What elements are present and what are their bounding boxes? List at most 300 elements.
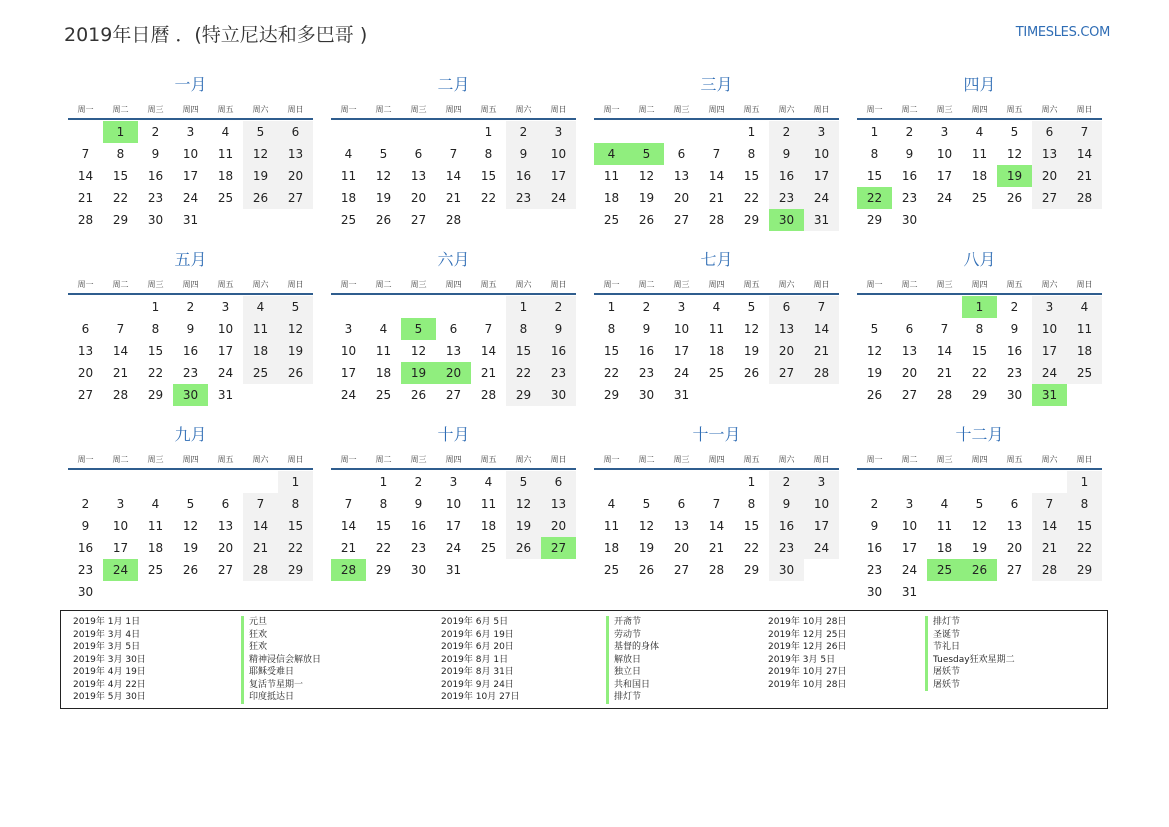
holiday-day-cell: 4	[594, 143, 629, 165]
day-cell: 12	[638, 519, 655, 533]
day-cell: 9	[870, 519, 879, 533]
day-cell: 19	[743, 344, 760, 358]
day-cell: 6	[905, 322, 914, 336]
day-cell: 10	[804, 493, 839, 515]
day-cell: 13	[1006, 519, 1023, 533]
day-cell: 6	[769, 296, 804, 318]
day-cell: 15	[147, 344, 164, 358]
weekday-header: 周二	[375, 455, 392, 464]
day-cell: 11	[971, 147, 988, 161]
month-name: 九月	[174, 425, 207, 444]
holiday-date: 2019年 8月 1日	[441, 654, 509, 665]
weekday-header: 周五	[743, 105, 760, 114]
day-cell: 1	[747, 475, 756, 489]
holiday-day-cell: 25	[927, 559, 962, 581]
page-title: 2019年日曆 ．(特立尼达和多巴哥 )	[64, 24, 368, 46]
day-cell: 27	[77, 388, 94, 402]
weekday-header: 周五	[1006, 455, 1023, 464]
day-cell: 28	[480, 388, 497, 402]
header-divider	[594, 118, 839, 120]
day-cell: 14	[243, 515, 278, 537]
weekday-header: 周六	[1041, 105, 1058, 114]
day-cell: 30	[541, 384, 576, 406]
day-cell: 6	[278, 121, 313, 143]
day-cell: 12	[638, 169, 655, 183]
day-cell: 29	[506, 384, 541, 406]
holiday-day-cell: 27	[541, 537, 576, 559]
day-cell: 29	[603, 388, 620, 402]
day-cell: 2	[506, 121, 541, 143]
day-cell: 15	[743, 519, 760, 533]
day-cell: 2	[186, 300, 195, 314]
day-cell: 11	[217, 147, 234, 161]
day-cell: 20	[77, 366, 94, 380]
day-cell: 19	[278, 340, 313, 362]
day-cell: 14	[445, 169, 462, 183]
day-cell: 1	[278, 471, 313, 493]
day-cell: 23	[182, 366, 199, 380]
header-divider	[68, 468, 313, 470]
day-cell: 31	[445, 563, 462, 577]
day-cell: 9	[151, 147, 160, 161]
weekday-header: 周三	[147, 280, 164, 289]
holiday-date: 2019年 10月 27日	[768, 667, 847, 677]
holiday-name: 屠妖节	[925, 679, 960, 692]
day-cell: 24	[541, 187, 576, 209]
month-name: 三月	[700, 75, 733, 94]
day-cell: 10	[112, 519, 129, 533]
weekday-header: 周四	[971, 455, 988, 464]
day-cell: 3	[905, 497, 914, 511]
weekday-header: 周二	[638, 105, 655, 114]
day-cell: 18	[147, 541, 164, 555]
day-cell: 16	[769, 165, 804, 187]
holiday-name: 节礼日	[925, 641, 960, 654]
month-name: 七月	[700, 250, 733, 269]
day-cell: 12	[506, 493, 541, 515]
month-calendar	[331, 249, 576, 419]
day-cell: 17	[901, 541, 918, 555]
day-cell: 20	[769, 340, 804, 362]
day-cell: 9	[506, 143, 541, 165]
weekday-header: 周一	[77, 455, 94, 464]
weekday-header: 周一	[866, 280, 883, 289]
weekday-header: 周一	[77, 105, 94, 114]
weekday-header: 周日	[813, 280, 830, 289]
day-cell: 21	[445, 191, 462, 205]
holiday-date: 2019年 12月 25日	[768, 629, 847, 640]
weekday-header: 周二	[901, 455, 918, 464]
day-cell: 18	[1067, 340, 1102, 362]
weekday-header: 周一	[866, 455, 883, 464]
day-cell: 4	[975, 125, 984, 139]
weekday-header: 周四	[445, 455, 462, 464]
day-cell: 25	[480, 541, 497, 555]
day-cell: 8	[116, 147, 125, 161]
day-cell: 22	[1067, 537, 1102, 559]
day-cell: 27	[217, 563, 234, 577]
day-cell: 12	[182, 519, 199, 533]
day-cell: 5	[379, 147, 388, 161]
day-cell: 25	[217, 191, 234, 205]
day-cell: 16	[182, 344, 199, 358]
day-cell: 21	[804, 340, 839, 362]
weekday-header: 周六	[778, 105, 795, 114]
day-cell: 10	[445, 497, 462, 511]
day-cell: 26	[375, 213, 392, 227]
month-calendar	[68, 74, 313, 244]
day-cell: 9	[769, 493, 804, 515]
day-cell: 26	[278, 362, 313, 384]
day-cell: 2	[642, 300, 651, 314]
weekday-header: 周一	[866, 105, 883, 114]
weekday-header: 周一	[603, 105, 620, 114]
day-cell: 23	[147, 191, 164, 205]
weekday-header: 周六	[252, 105, 269, 114]
weekday-header: 周二	[112, 105, 129, 114]
weekday-header: 周二	[901, 105, 918, 114]
day-cell: 30	[1006, 388, 1023, 402]
holiday-day-cell: 30	[769, 209, 804, 231]
day-cell: 12	[1006, 147, 1023, 161]
day-cell: 14	[77, 169, 94, 183]
day-cell: 11	[936, 519, 953, 533]
day-cell: 19	[638, 191, 655, 205]
holiday-date: 2019年 6月 20日	[441, 642, 514, 652]
holiday-date: 2019年 5月 30日	[73, 692, 146, 702]
day-cell: 6	[541, 471, 576, 493]
day-cell: 9	[541, 318, 576, 340]
weekday-header: 周日	[550, 105, 567, 114]
day-cell: 21	[1067, 165, 1102, 187]
day-cell: 24	[936, 191, 953, 205]
day-cell: 24	[340, 388, 357, 402]
day-cell: 16	[541, 340, 576, 362]
day-cell: 20	[1032, 165, 1067, 187]
holiday-day-cell: 26	[962, 559, 997, 581]
day-cell: 17	[673, 344, 690, 358]
day-cell: 13	[541, 493, 576, 515]
day-cell: 4	[151, 497, 160, 511]
day-cell: 17	[112, 541, 129, 555]
day-cell: 13	[410, 169, 427, 183]
holiday-name: 解放日	[606, 654, 641, 667]
day-cell: 3	[677, 300, 686, 314]
day-cell: 22	[147, 366, 164, 380]
weekday-header: 周日	[287, 105, 304, 114]
day-cell: 1	[1067, 471, 1102, 493]
day-cell: 14	[1032, 515, 1067, 537]
day-cell: 2	[151, 125, 160, 139]
day-cell: 19	[182, 541, 199, 555]
day-cell: 25	[971, 191, 988, 205]
day-cell: 28	[77, 213, 94, 227]
day-cell: 25	[375, 388, 392, 402]
day-cell: 24	[901, 563, 918, 577]
day-cell: 9	[1010, 322, 1019, 336]
day-cell: 18	[603, 541, 620, 555]
day-cell: 7	[1032, 493, 1067, 515]
holiday-name: 独立日	[606, 666, 641, 679]
holiday-name: 元旦	[241, 616, 267, 629]
weekday-header: 周六	[1041, 280, 1058, 289]
day-cell: 23	[541, 362, 576, 384]
day-cell: 5	[243, 121, 278, 143]
day-cell: 2	[769, 471, 804, 493]
year-calendar-grid	[68, 74, 1102, 604]
day-cell: 31	[673, 388, 690, 402]
day-cell: 5	[278, 296, 313, 318]
holiday-name: 排灯节	[925, 616, 960, 629]
day-cell: 22	[480, 191, 497, 205]
day-cell: 7	[484, 322, 493, 336]
day-cell: 11	[340, 169, 357, 183]
weekday-header: 周一	[340, 280, 357, 289]
holiday-day-cell: 28	[331, 559, 366, 581]
day-cell: 21	[936, 366, 953, 380]
day-cell: 31	[217, 388, 234, 402]
day-cell: 6	[221, 497, 230, 511]
day-cell: 20	[673, 541, 690, 555]
day-cell: 29	[278, 559, 313, 581]
day-cell: 2	[81, 497, 90, 511]
weekday-header: 周一	[340, 105, 357, 114]
weekday-header: 周日	[550, 280, 567, 289]
weekday-header: 周四	[708, 280, 725, 289]
day-cell: 29	[866, 213, 883, 227]
day-cell: 28	[708, 563, 725, 577]
day-cell: 20	[673, 191, 690, 205]
day-cell: 17	[804, 515, 839, 537]
day-cell: 12	[375, 169, 392, 183]
day-cell: 29	[375, 563, 392, 577]
day-cell: 18	[603, 191, 620, 205]
day-cell: 13	[445, 344, 462, 358]
day-cell: 7	[81, 147, 90, 161]
day-cell: 30	[866, 585, 883, 599]
day-cell: 13	[673, 519, 690, 533]
day-cell: 1	[484, 125, 493, 139]
holiday-day-cell: 19	[997, 165, 1032, 187]
day-cell: 23	[769, 187, 804, 209]
day-cell: 26	[638, 563, 655, 577]
day-cell: 9	[769, 143, 804, 165]
day-cell: 28	[112, 388, 129, 402]
day-cell: 23	[77, 563, 94, 577]
day-cell: 14	[936, 344, 953, 358]
holiday-day-cell: 31	[1032, 384, 1067, 406]
day-cell: 18	[375, 366, 392, 380]
day-cell: 27	[769, 362, 804, 384]
weekday-header: 周一	[77, 280, 94, 289]
holiday-date: 2019年 3月 5日	[73, 642, 141, 652]
day-cell: 17	[804, 165, 839, 187]
month-calendar	[857, 249, 1102, 419]
day-cell: 26	[743, 366, 760, 380]
day-cell: 12	[866, 344, 883, 358]
holiday-name: 屠妖节	[925, 666, 960, 679]
day-cell: 4	[344, 147, 353, 161]
day-cell: 2	[541, 296, 576, 318]
day-cell: 20	[410, 191, 427, 205]
month-name: 六月	[437, 250, 470, 269]
day-cell: 12	[971, 519, 988, 533]
month-calendar	[68, 249, 313, 419]
day-cell: 20	[541, 515, 576, 537]
day-cell: 10	[901, 519, 918, 533]
day-cell: 15	[603, 344, 620, 358]
day-cell: 23	[901, 191, 918, 205]
holiday-name: 基督的身体	[606, 641, 659, 654]
day-cell: 13	[673, 169, 690, 183]
day-cell: 24	[1032, 362, 1067, 384]
day-cell: 7	[344, 497, 353, 511]
day-cell: 27	[410, 213, 427, 227]
weekday-header: 周三	[147, 455, 164, 464]
month-name: 一月	[174, 75, 207, 94]
day-cell: 9	[642, 322, 651, 336]
day-cell: 12	[243, 143, 278, 165]
day-cell: 28	[936, 388, 953, 402]
day-cell: 11	[147, 519, 164, 533]
day-cell: 21	[1032, 537, 1067, 559]
day-cell: 7	[116, 322, 125, 336]
day-cell: 19	[866, 366, 883, 380]
day-cell: 8	[151, 322, 160, 336]
day-cell: 15	[480, 169, 497, 183]
day-cell: 7	[804, 296, 839, 318]
day-cell: 14	[480, 344, 497, 358]
day-cell: 3	[940, 125, 949, 139]
day-cell: 6	[677, 147, 686, 161]
holiday-date: 2019年 10月 28日	[768, 617, 847, 627]
weekday-header: 周四	[971, 280, 988, 289]
day-cell: 13	[901, 344, 918, 358]
day-cell: 11	[243, 318, 278, 340]
day-cell: 8	[278, 493, 313, 515]
holiday-day-cell: 30	[173, 384, 208, 406]
day-cell: 23	[866, 563, 883, 577]
day-cell: 4	[221, 125, 230, 139]
header-divider	[68, 118, 313, 120]
day-cell: 17	[182, 169, 199, 183]
day-cell: 25	[340, 213, 357, 227]
holiday-date: 2019年 12月 26日	[768, 642, 847, 652]
brand-logo-text[interactable]: TIMESLES.COM	[1015, 25, 1110, 40]
weekday-header: 周六	[778, 280, 795, 289]
day-cell: 6	[677, 497, 686, 511]
day-cell: 10	[936, 147, 953, 161]
day-cell: 8	[870, 147, 879, 161]
day-cell: 11	[480, 497, 497, 511]
day-cell: 27	[445, 388, 462, 402]
weekday-header: 周五	[743, 280, 760, 289]
day-cell: 13	[77, 344, 94, 358]
day-cell: 8	[506, 318, 541, 340]
header-divider	[331, 293, 576, 295]
day-cell: 11	[708, 322, 725, 336]
day-cell: 14	[1067, 143, 1102, 165]
day-cell: 21	[708, 191, 725, 205]
weekday-header: 周四	[708, 455, 725, 464]
day-cell: 7	[449, 147, 458, 161]
weekday-header: 周五	[1006, 280, 1023, 289]
day-cell: 31	[901, 585, 918, 599]
weekday-header: 周四	[445, 280, 462, 289]
day-cell: 4	[1067, 296, 1102, 318]
weekday-header: 周三	[673, 280, 690, 289]
day-cell: 27	[673, 213, 690, 227]
holiday-day-cell: 1	[962, 296, 997, 318]
day-cell: 28	[804, 362, 839, 384]
weekday-header: 周日	[287, 280, 304, 289]
holiday-name: 印度抵达日	[241, 691, 294, 704]
day-cell: 21	[480, 366, 497, 380]
holiday-date: 2019年 3月 30日	[73, 654, 146, 665]
day-cell: 5	[186, 497, 195, 511]
day-cell: 17	[445, 519, 462, 533]
day-cell: 26	[1006, 191, 1023, 205]
month-name: 五月	[174, 250, 207, 269]
day-cell: 25	[243, 362, 278, 384]
day-cell: 27	[901, 388, 918, 402]
holiday-day-cell: 5	[401, 318, 436, 340]
day-cell: 27	[673, 563, 690, 577]
day-cell: 23	[506, 187, 541, 209]
day-cell: 6	[449, 322, 458, 336]
month-name: 二月	[437, 75, 470, 94]
day-cell: 20	[217, 541, 234, 555]
day-cell: 3	[221, 300, 230, 314]
month-calendar	[857, 74, 1102, 244]
holiday-day-cell: 22	[857, 187, 892, 209]
day-cell: 8	[1067, 493, 1102, 515]
day-cell: 4	[940, 497, 949, 511]
day-cell: 21	[340, 541, 357, 555]
day-cell: 19	[971, 541, 988, 555]
day-cell: 19	[243, 165, 278, 187]
day-cell: 17	[936, 169, 953, 183]
month-calendar	[594, 424, 839, 594]
day-cell: 31	[804, 209, 839, 231]
day-cell: 2	[769, 121, 804, 143]
day-cell: 5	[642, 497, 651, 511]
weekday-header: 周三	[410, 280, 427, 289]
day-cell: 30	[901, 213, 918, 227]
day-cell: 28	[445, 213, 462, 227]
day-cell: 20	[278, 165, 313, 187]
day-cell: 2	[1010, 300, 1019, 314]
month-name: 十二月	[955, 425, 1004, 444]
day-cell: 27	[1006, 563, 1023, 577]
day-cell: 15	[506, 340, 541, 362]
weekday-header: 周五	[480, 455, 497, 464]
day-cell: 22	[743, 541, 760, 555]
holiday-day-cell: 5	[629, 143, 664, 165]
day-cell: 10	[541, 143, 576, 165]
weekday-header: 周四	[445, 105, 462, 114]
day-cell: 17	[1032, 340, 1067, 362]
day-cell: 8	[607, 322, 616, 336]
day-cell: 22	[112, 191, 129, 205]
header-divider	[857, 293, 1102, 295]
day-cell: 21	[77, 191, 94, 205]
day-cell: 12	[743, 322, 760, 336]
weekday-header: 周三	[147, 105, 164, 114]
month-name: 四月	[963, 75, 996, 94]
day-cell: 17	[217, 344, 234, 358]
day-cell: 7	[940, 322, 949, 336]
